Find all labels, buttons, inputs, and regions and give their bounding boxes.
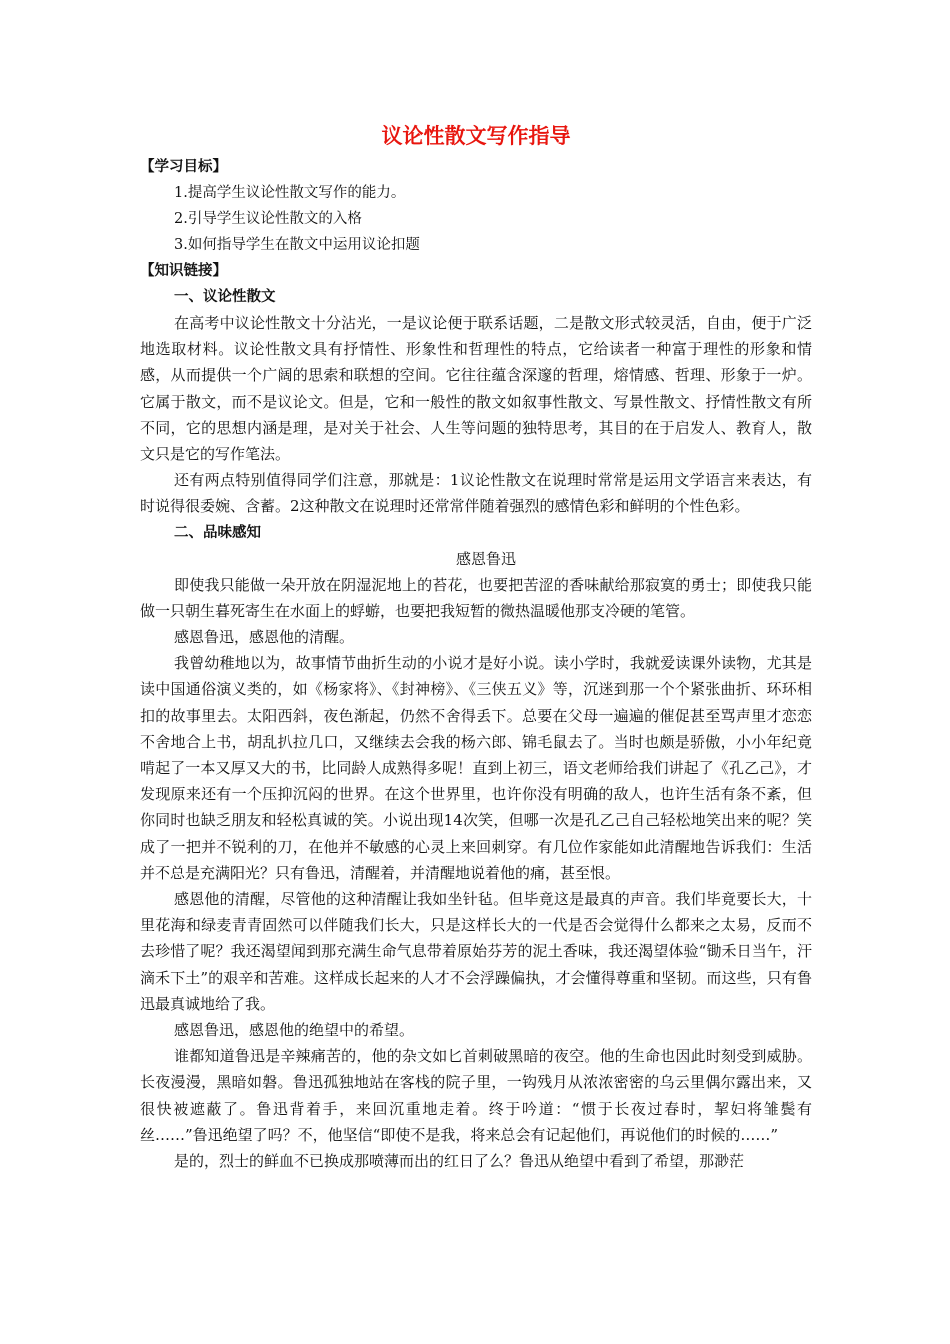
essay-paragraph: 谁都知道鲁迅是辛辣痛苦的，他的杂文如匕首刺破黑暗的夜空。他的生命也因此时刻受到威胁。长夜漫漫，黑暗如磐。鲁迅孤独地站在客栈的院子里，一钩残月从浓浓密密的乌云里偶尔露出来，又很快被遮蔽了。鲁迅背着手，来回沉重地走着。终于吟道：“惯于长夜过春时，挈妇将雏鬓有丝……”鲁迅绝望了吗？不，他坚信“即使不是我，将来总会有记起他们，再说他们的时候的……”: [140, 1047, 812, 1144]
essay-paragraph: 感恩鲁迅，感恩他的清醒。: [174, 628, 355, 647]
section-heading-essay-type: 一、议论性散文: [174, 289, 276, 305]
learning-goal-item: 3.如何指导学生在散文中运用议论扣题: [174, 237, 420, 253]
learning-goal-item: 2.引导学生议论性散文的入格: [174, 211, 362, 227]
essay-paragraph: 感恩鲁迅，感恩他的绝望中的希望。: [174, 1021, 415, 1040]
essay-paragraph: 是的，烈士的鲜血不已换成那喷薄而出的红日了么？鲁迅从绝望中看到了希望，那渺茫: [174, 1152, 745, 1171]
essay-paragraph: 我曾幼稚地以为，故事情节曲折生动的小说才是好小说。读小学时，我就爱读课外读物，尤其是读中国通俗演义类的，如《杨家将》、《封神榜》、《三侠五义》等，沉迷到那一个个紧张曲折、环环相扣的故事里去。太阳西斜，夜色渐起，仍然不舍得丢下。总要在父母一遍遍的催促甚至骂声里才恋恋不舍地合上书，胡乱扒拉几口，又继续去会我的杨六郎、锦毛鼠去了。当时也颇是骄傲，小小年纪竟啃起了一本又厚又大的书，比同龄人成熟得多呢！直到上初三，语文老师给我们讲起了《孔乙己》，才发现原来还有一个压抑沉闷的世界。在这个世界里，也许你没有明确的敌人，也许生活有条不紊，但你同时也缺乏朋友和轻松真诚的笑。小说出现14次笑，但哪一次是孔乙己自己轻松地笑出来的呢？笑成了一把并不锐利的刀，在他并不敏感的心灵上来回刺穿。有几位作家能如此清醒地告诉我们：生活并不总是充满阳光？只有鲁迅，清醒着，并清醒地说着他的痛，甚至恨。: [140, 654, 812, 882]
section-heading-appreciation: 二、品味感知: [174, 524, 261, 541]
essay-paragraph: 即使我只能做一朵开放在阴湿泥地上的苔花，也要把苦涩的香味献给那寂寞的勇士；即使我只能做一只朝生暮死寄生在水面上的蜉蝣，也要把我短暂的微热温暖他那支冷硬的笔管。: [140, 575, 812, 620]
document-body: [140, 118, 812, 1174]
knowledge-link-label: 【知识链接】: [140, 263, 227, 279]
body-paragraph: 在高考中议论性散文十分沾光，一是议论便于联系话题，二是散文形式较灵活，自由，便于广泛地选取材料。议论性散文具有抒情性、形象性和哲理性的特点，它给读者一种富于理性的形象和情感，从而提供一个广阔的思索和联想的空间。它往往蕴含深邃的哲理，熔情感、哲理、形象于一炉。它属于散文，而不是议论文。但是，它和一般性的散文如叙事性散文、写景性散文、抒情性散文有所不同，它的思想内涵是理，是对关于社会、人生等问题的独特思考，其目的在于启发人、教育人，散文只是它的写作笔法。: [140, 314, 812, 464]
document-title: 议论性散文写作指导: [381, 124, 571, 148]
learning-goal-item: 1.提高学生议论性散文写作的能力。: [174, 185, 406, 201]
learning-goals-label: 【学习目标】: [140, 159, 227, 175]
body-paragraph: 还有两点特别值得同学们注意，那就是：1议论性散文在说理时常常是运用文学语言来表达，有时说得很委婉、含蓄。2这种散文在说理时还常常伴随着强烈的感情色彩和鲜明的个性色彩。: [140, 471, 812, 516]
essay-paragraph: 感恩他的清醒，尽管他的这种清醒让我如坐针毡。但毕竟这是最真的声音。我们毕竟要长大，十里花海和绿麦青青固然可以伴随我们长大，只是这样长大的一代是否会觉得什么都来之太易，反而不去珍惜了呢？我还渴望闻到那充满生命气息带着原始芬芳的泥土香味，我还渴望体验“锄禾日当午，汗滴禾下土”的艰辛和苦难。这样成长起来的人才不会浮躁偏执，才会懂得尊重和坚韧。而这些，只有鲁迅最真诚地给了我。: [140, 890, 812, 1013]
essay-title: 感恩鲁迅: [455, 549, 516, 568]
